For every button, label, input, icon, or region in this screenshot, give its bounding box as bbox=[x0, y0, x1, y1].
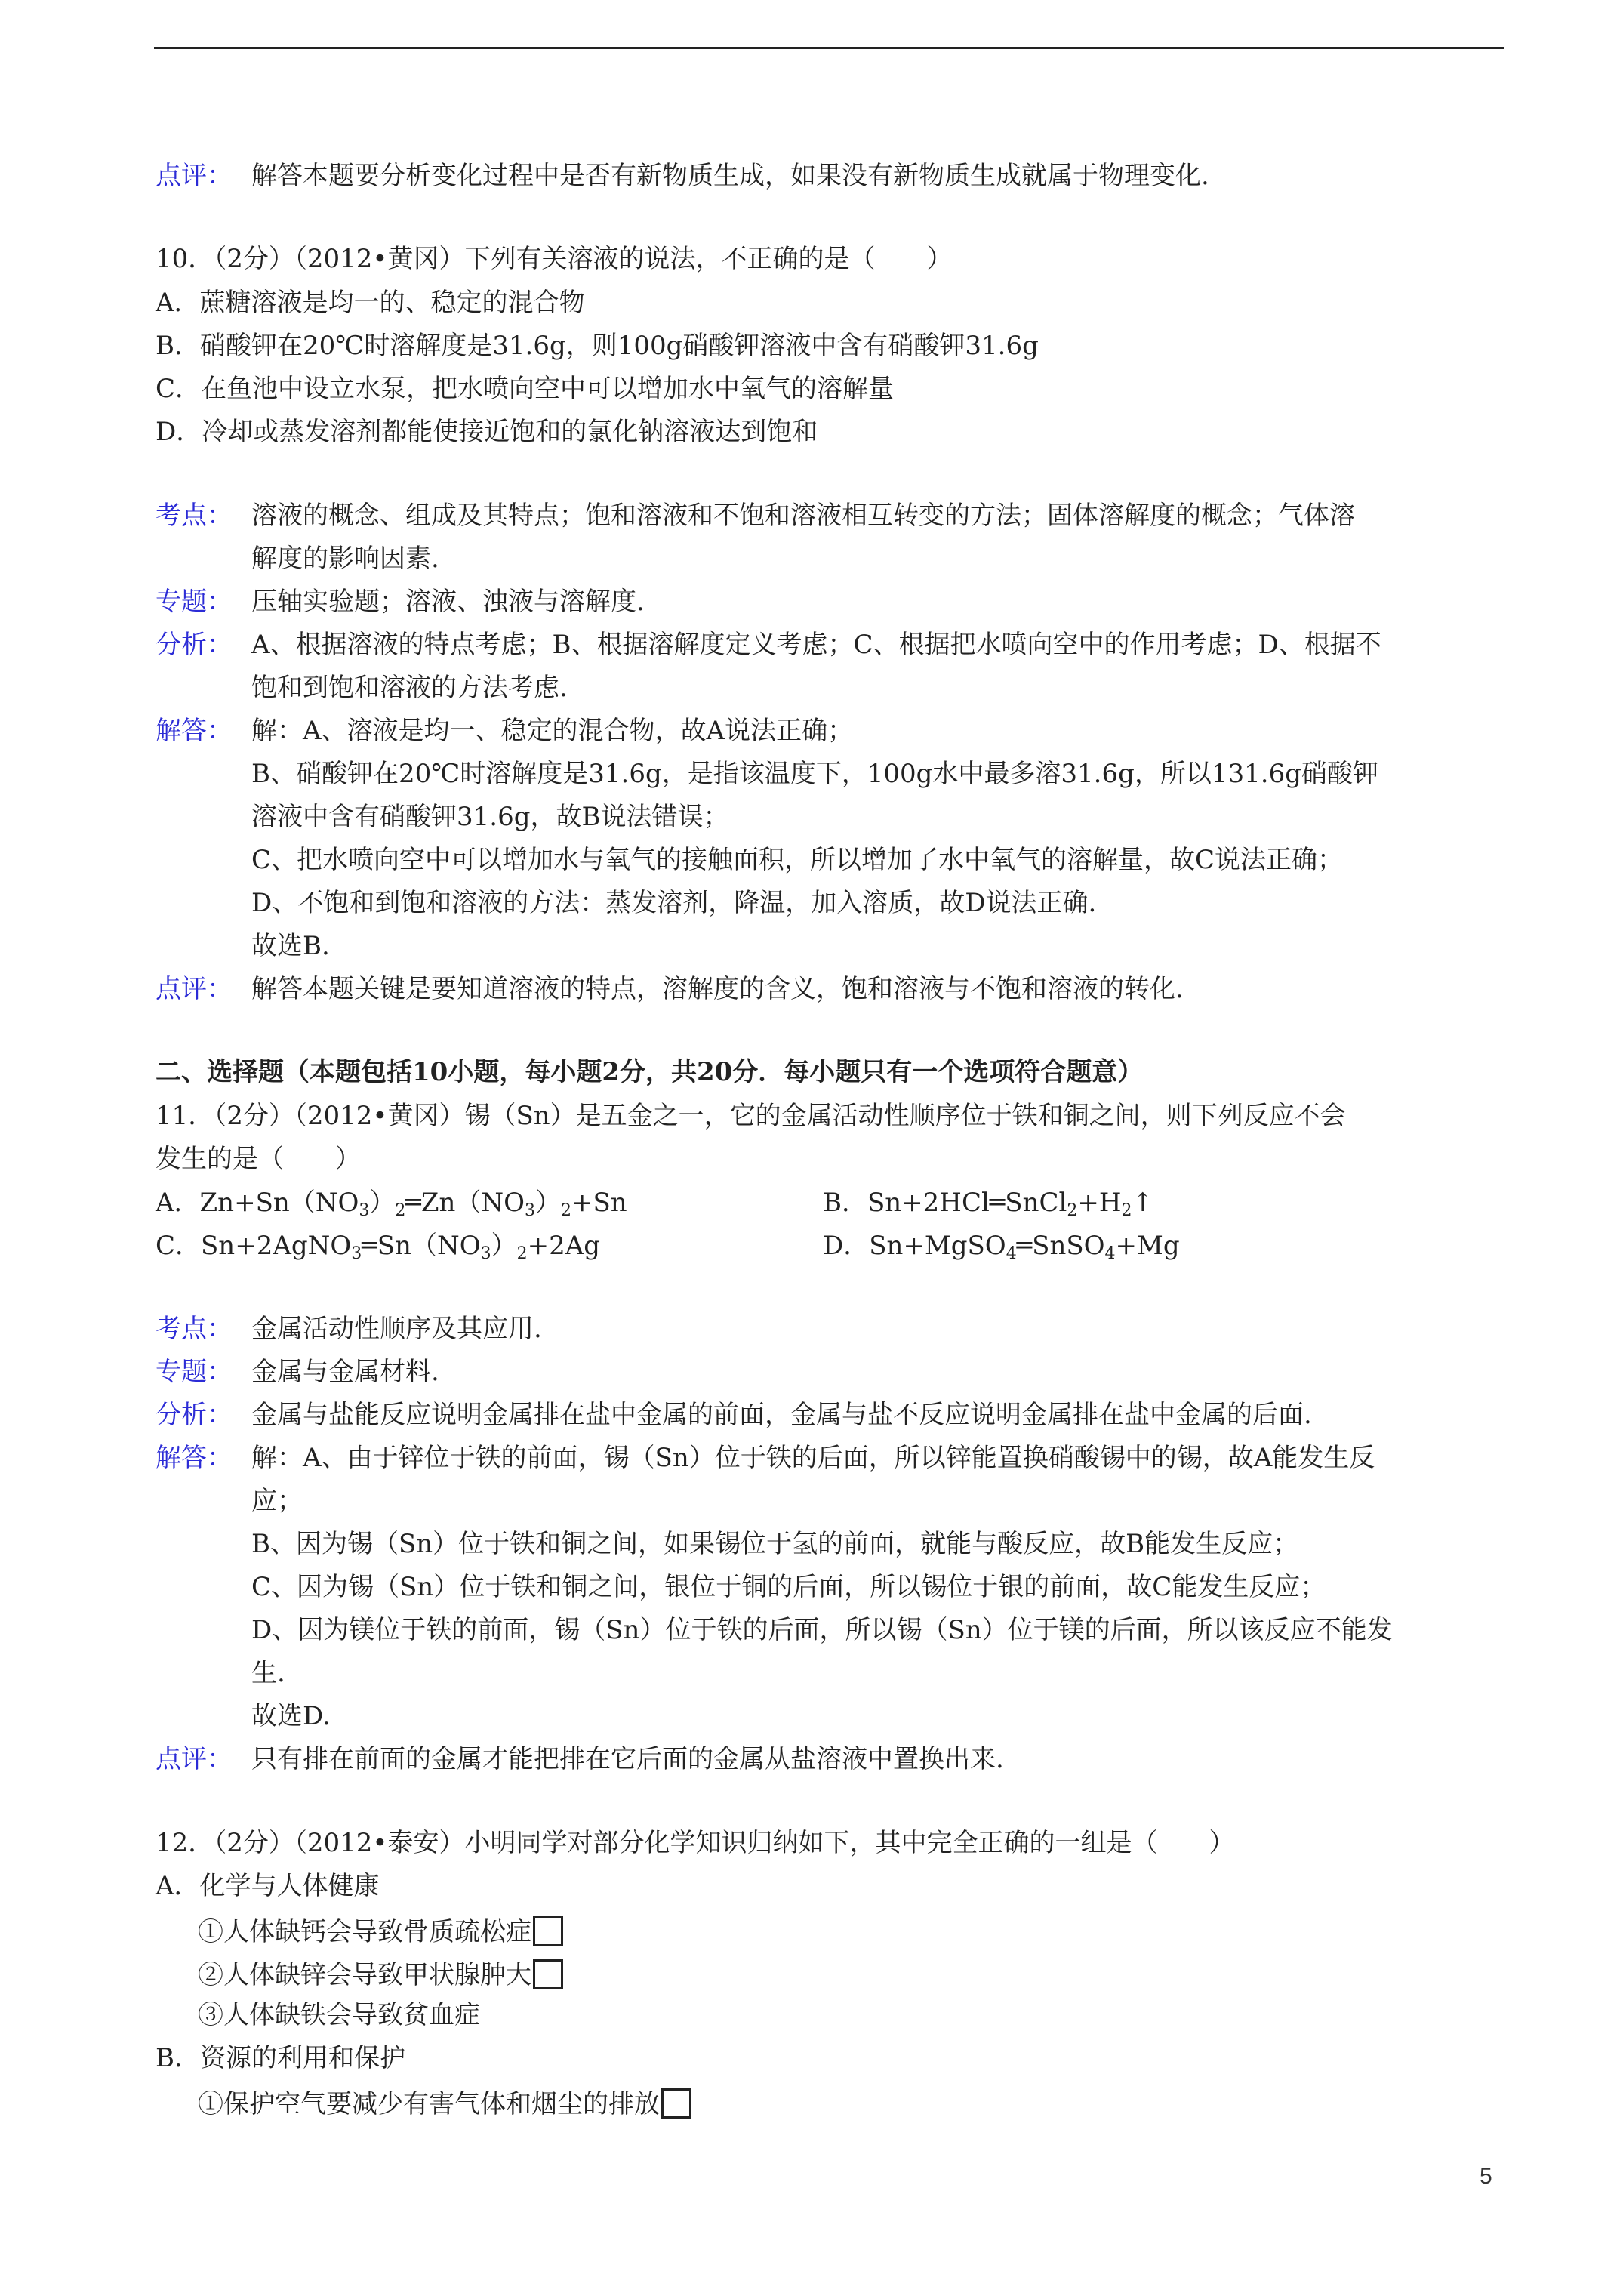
review-label: 点评： bbox=[156, 1744, 233, 1774]
header-rule bbox=[154, 47, 1504, 49]
analysis-label: 分析： bbox=[156, 630, 233, 660]
q10-answer-line: B、硝酸钾在20℃时溶解度是31.6g，是指该温度下，100g水中最多溶31.6g，所以131.6g硝酸钾 bbox=[251, 759, 1378, 789]
q12-group-b-item: ①保护空气要减少有害气体和烟尘的排放 bbox=[198, 2088, 691, 2119]
topic-label: 专题： bbox=[156, 587, 233, 617]
analysis-label: 分析： bbox=[156, 1400, 233, 1430]
q11-option-a: A．$Zn+Sn(NO_3)_2═Zn(NO_3)_2+Sn$ bbox=[156, 1188, 627, 1220]
q11-option-d: D．Sn+MgSO$_4$═SnSO$_4$+Mg bbox=[823, 1231, 1180, 1263]
q11-answer-line: B、因为锡（Sn）位于铁和铜之间，如果锡位于氢的前面，就能与酸反应，故B能发生反应； bbox=[251, 1529, 1299, 1559]
q10-topic: 压轴实验题；溶液、浊液与溶解度. bbox=[251, 587, 645, 617]
q11-option-c: C．$Sn+2AgNO_3═Sn(NO_3)_2+2Ag$ bbox=[156, 1231, 601, 1263]
q10-analysis-line: 饱和到饱和溶液的方法考虑. bbox=[251, 673, 568, 703]
q10-point-line: 溶液的概念、组成及其特点；饱和溶液和不饱和溶液相互转变的方法；固体溶解度的概念；气体溶 bbox=[251, 501, 1355, 531]
point-label: 考点： bbox=[156, 1314, 233, 1344]
q11-review: 只有排在前面的金属才能把排在它后面的金属从盐溶液中置换出来. bbox=[251, 1744, 1004, 1774]
q11-answer-line: 故选D. bbox=[251, 1701, 331, 1731]
blank-box bbox=[661, 2088, 691, 2119]
q10-option-c: C．在鱼池中设立水泵，把水喷向空中可以增加水中氧气的溶解量 bbox=[156, 374, 895, 404]
q11-answer-line: 生. bbox=[251, 1658, 285, 1688]
q11-answer-line: 解：A、由于锌位于铁的前面，锡（Sn）位于铁的后面，所以锌能置换硝酸锡中的锡，故A能发生反 bbox=[251, 1443, 1375, 1473]
q12-group-b-title: B．资源的利用和保护 bbox=[156, 2043, 405, 2073]
review-label: 点评： bbox=[156, 974, 233, 1004]
q10-stem: 10．（2分）（2012•黄冈）下列有关溶液的说法，不正确的是（ ） bbox=[156, 244, 953, 274]
q10-analysis-line: A、根据溶液的特点考虑；B、根据溶解度定义考虑；C、根据把水喷向空中的作用考虑；D、根据不 bbox=[251, 630, 1381, 660]
q10-answer-line: 解：A、溶液是均一、稳定的混合物，故A说法正确； bbox=[251, 716, 854, 746]
q12-group-a-item: ①人体缺钙会导致骨质疏松症 bbox=[198, 1916, 563, 1946]
page-number: 5 bbox=[1480, 2164, 1492, 2189]
q10-answer-line: D、不饱和到饱和溶液的方法：蒸发溶剂，降温，加入溶质，故D说法正确. bbox=[251, 888, 1097, 918]
blank-box bbox=[533, 1916, 563, 1946]
q9-review: 解答本题要分析变化过程中是否有新物质生成，如果没有新物质生成就属于物理变化. bbox=[251, 161, 1209, 191]
section-heading: 二、选择题（本题包括10小题，每小题2分，共20分．每小题只有一个选项符合题意） bbox=[156, 1057, 1144, 1087]
answer-label: 解答： bbox=[156, 1443, 233, 1473]
q10-answer-line: C、把水喷向空中可以增加水与氧气的接触面积，所以增加了水中氧气的溶解量，故C说法正确； bbox=[251, 845, 1344, 875]
q11-answer-line: C、因为锡（Sn）位于铁和铜之间，银位于铜的后面，所以锡位于银的前面，故C能发生反应； bbox=[251, 1572, 1326, 1602]
q10-option-b: B．硝酸钾在20℃时溶解度是31.6g，则100g硝酸钾溶液中含有硝酸钾31.6g bbox=[156, 331, 1039, 361]
q12-group-a-item: ②人体缺锌会导致甲状腺肿大 bbox=[198, 1959, 563, 1989]
answer-label: 解答： bbox=[156, 716, 233, 746]
q12-stem: 12．（2分）（2012•泰安）小明同学对部分化学知识归纳如下，其中完全正确的一组是（ ） bbox=[156, 1828, 1235, 1858]
q11-answer-line: D、因为镁位于铁的前面，锡（Sn）位于铁的后面，所以锡（Sn）位于镁的后面，所以该反应不能发 bbox=[251, 1615, 1393, 1645]
topic-label: 专题： bbox=[156, 1357, 233, 1387]
q10-option-d: D．冷却或蒸发溶剂都能使接近饱和的氯化钠溶液达到饱和 bbox=[156, 417, 818, 447]
review-label: 点评： bbox=[156, 161, 233, 191]
q10-answer-line: 溶液中含有硝酸钾31.6g，故B说法错误； bbox=[251, 802, 729, 832]
q11-analysis: 金属与盐能反应说明金属排在盐中金属的前面，金属与盐不反应说明金属排在盐中金属的后面. bbox=[251, 1400, 1312, 1430]
q11-topic: 金属与金属材料. bbox=[251, 1357, 439, 1387]
q10-review: 解答本题关键是要知道溶液的特点，溶解度的含义，饱和溶液与不饱和溶液的转化. bbox=[251, 974, 1184, 1004]
q10-point-line: 解度的影响因素. bbox=[251, 544, 439, 574]
q11-point: 金属活动性顺序及其应用. bbox=[251, 1314, 542, 1344]
point-label: 考点： bbox=[156, 501, 233, 531]
q11-stem-line: 发生的是（ ） bbox=[156, 1144, 361, 1174]
q12-group-a-item: ③人体缺铁会导致贫血症 bbox=[198, 2000, 480, 2030]
q11-option-b: B．$Sn+2HCl═SnCl_2+H_2↑$ bbox=[823, 1188, 1154, 1220]
q10-option-a: A．蔗糖溶液是均一的、稳定的混合物 bbox=[156, 288, 585, 318]
q12-group-a-title: A．化学与人体健康 bbox=[156, 1871, 380, 1901]
blank-box bbox=[533, 1959, 563, 1989]
q10-answer-line: 故选B. bbox=[251, 931, 330, 961]
q11-answer-line: 应； bbox=[251, 1486, 303, 1516]
q11-stem-line: 11．（2分）（2012•黄冈）锡（Sn）是五金之一，它的金属活动性顺序位于铁和铜之间，则下列反应不会 bbox=[156, 1101, 1346, 1131]
